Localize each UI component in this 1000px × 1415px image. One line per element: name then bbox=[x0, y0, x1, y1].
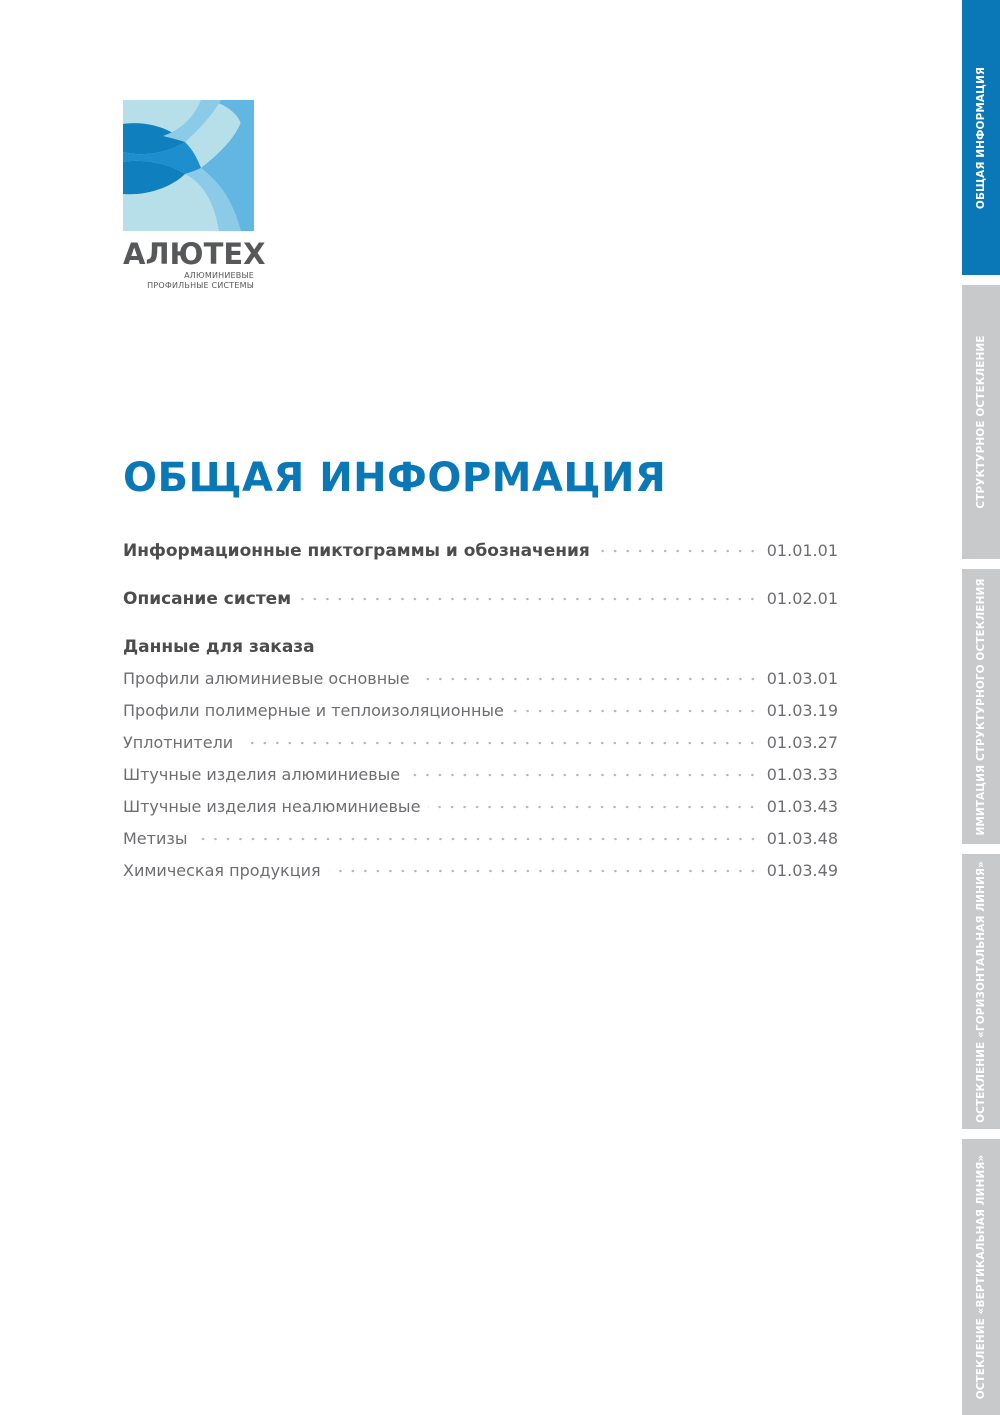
toc-item-page: 01.03.19 bbox=[766, 701, 838, 720]
tab-horizontal-line-glazing[interactable] bbox=[962, 854, 1000, 1129]
toc-item-non-aluminium-pieces[interactable] bbox=[123, 791, 838, 823]
tab-structural-glazing[interactable] bbox=[962, 285, 1000, 559]
section-tabs bbox=[962, 0, 1000, 1415]
toc-item-seals[interactable] bbox=[123, 727, 838, 759]
toc-item-label: Уплотнители bbox=[123, 733, 234, 752]
toc-item-label: Профили полимерные и теплоизоляционные bbox=[123, 701, 504, 720]
toc-item-aluminium-pieces[interactable] bbox=[123, 759, 838, 791]
dot-leader bbox=[196, 829, 759, 849]
logo-mark-icon bbox=[123, 100, 254, 231]
toc-item-label: Метизы bbox=[123, 829, 188, 848]
toc-item-aluminium-profiles[interactable] bbox=[123, 663, 838, 695]
toc-item-systems-description[interactable] bbox=[123, 583, 838, 615]
toc-section-heading: Данные для заказа bbox=[123, 637, 315, 657]
table-of-contents bbox=[123, 535, 838, 887]
page-title: ОБЩАЯ ИНФОРМАЦИЯ bbox=[123, 455, 667, 501]
tab-label: ОСТЕКЛЕНИЕ «ВЕРТИКАЛЬНАЯ ЛИНИЯ» bbox=[975, 1154, 987, 1400]
dot-leader bbox=[408, 765, 759, 785]
tab-structural-glazing-imitation[interactable] bbox=[962, 569, 1000, 844]
dot-leader bbox=[598, 541, 759, 561]
dot-leader bbox=[299, 589, 759, 609]
tab-label: СТРУКТУРНОЕ ОСТЕКЛЕНИЕ bbox=[975, 335, 987, 509]
logo-wordmark: АЛЮТЕХ bbox=[123, 237, 266, 271]
tab-label: ОБЩАЯ ИНФОРМАЦИЯ bbox=[975, 66, 987, 209]
toc-item-page: 01.03.27 bbox=[766, 733, 838, 752]
toc-item-page: 01.03.01 bbox=[766, 669, 838, 688]
dot-leader bbox=[512, 701, 759, 721]
toc-item-page: 01.03.43 bbox=[766, 797, 838, 816]
logo-tagline-line1: АЛЮМИНИЕВЫЕ bbox=[184, 271, 254, 280]
toc-item-page: 01.02.01 bbox=[766, 589, 838, 608]
toc-item-polymer-profiles[interactable] bbox=[123, 695, 838, 727]
toc-item-label: Профили алюминиевые основные bbox=[123, 669, 410, 688]
dot-leader bbox=[329, 861, 759, 881]
toc-item-label: Информационные пиктограммы и обозначения bbox=[123, 541, 590, 561]
dot-leader bbox=[428, 797, 758, 817]
toc-item-page: 01.03.33 bbox=[766, 765, 838, 784]
toc-item-fasteners[interactable] bbox=[123, 823, 838, 855]
dot-leader bbox=[418, 669, 759, 689]
toc-item-page: 01.03.48 bbox=[766, 829, 838, 848]
toc-item-pictograms[interactable] bbox=[123, 535, 838, 567]
tab-general-info[interactable] bbox=[962, 0, 1000, 275]
toc-item-page: 01.03.49 bbox=[766, 861, 838, 880]
tab-label: ОСТЕКЛЕНИЕ «ГОРИЗОНТАЛЬНАЯ ЛИНИЯ» bbox=[975, 860, 987, 1123]
toc-item-label: Химическая продукция bbox=[123, 861, 321, 880]
brand-logo bbox=[123, 100, 266, 291]
logo-tagline-line2: ПРОФИЛЬНЫЕ СИСТЕМЫ bbox=[147, 281, 254, 290]
tab-label: ИМИТАЦИЯ СТРУКТУРНОГО ОСТЕКЛЕНИЯ bbox=[975, 577, 987, 836]
toc-item-label: Штучные изделия неалюминиевые bbox=[123, 797, 421, 816]
tab-vertical-line-glazing[interactable] bbox=[962, 1139, 1000, 1415]
dot-leader bbox=[241, 733, 759, 753]
toc-item-page: 01.01.01 bbox=[766, 541, 838, 560]
toc-item-chemicals[interactable] bbox=[123, 855, 838, 887]
toc-item-label: Описание систем bbox=[123, 589, 292, 609]
toc-item-label: Штучные изделия алюминиевые bbox=[123, 765, 401, 784]
